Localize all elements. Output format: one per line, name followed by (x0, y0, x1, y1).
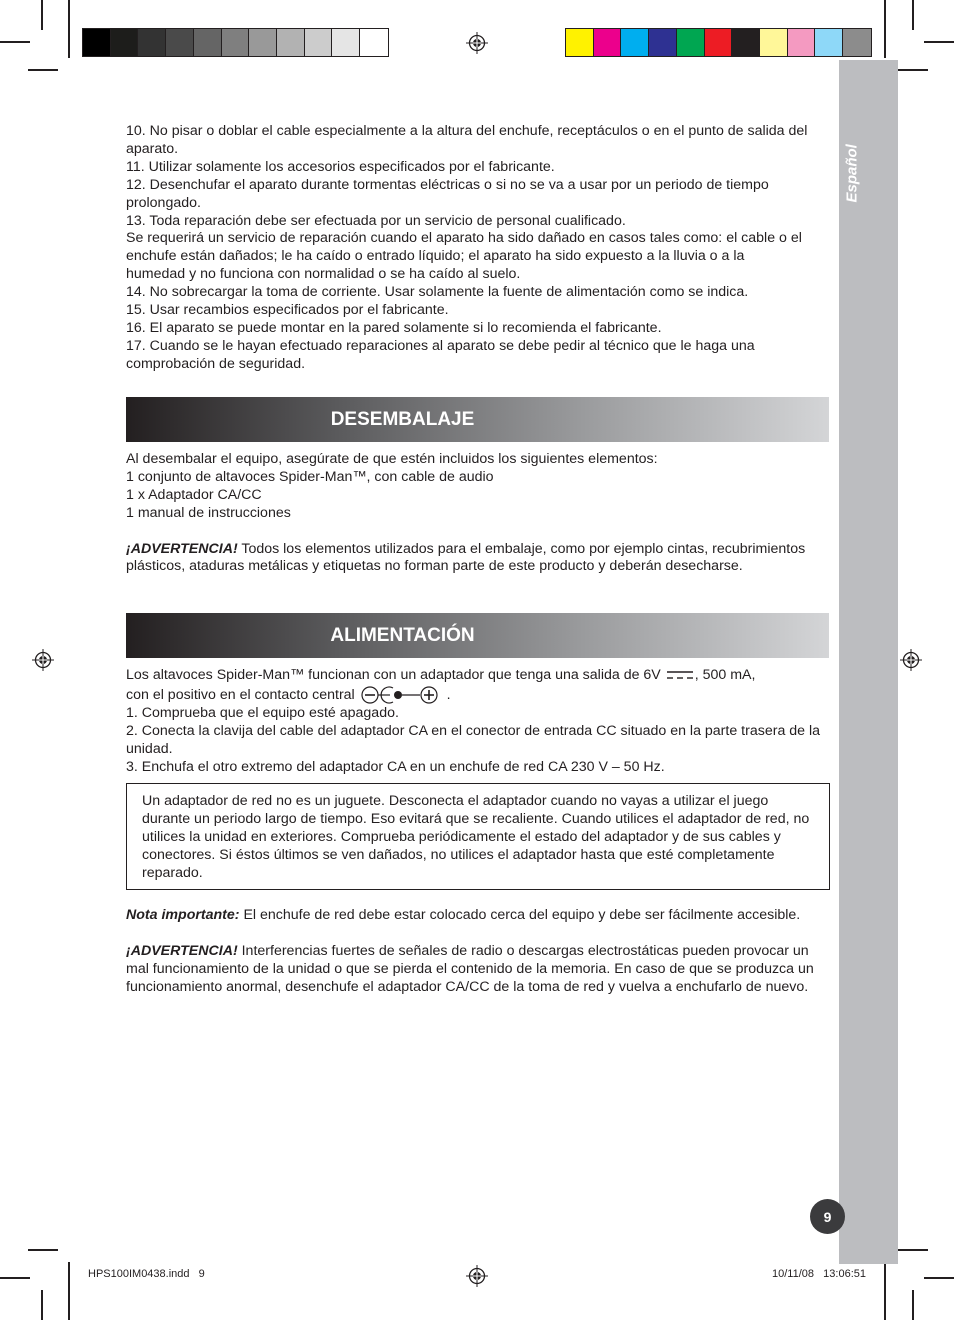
warning-text: Todos los elementos utilizados para el embalaje, como por ejemplo cintas, recubrimientos plásticos, ataduras metálicas y etiquetas no forman parte de este producto y deberán desecharse. (126, 540, 806, 575)
safety-item: Se requerirá un servicio de reparación cuando el aparato ha sido dañado en casos tales como: el cable o el enchufe están dañados; le ha caído o entrado líquido; el aparato ha sido expuesto a la lluvia o a la humedad y no funciona con normalidad o se ha caído al suelo. (126, 230, 802, 283)
adapter-spec-line (126, 667, 832, 685)
setup-step: 2. Conecta la clavija del cable del adaptador CA en el conector de entrada CC situado en la parte trasera de la unidad. (126, 722, 821, 757)
polarity-line (126, 685, 832, 705)
registration-mark-icon (466, 32, 488, 54)
color-swatch (277, 29, 305, 56)
color-swatch (138, 29, 166, 56)
color-swatch (249, 29, 277, 56)
crop-mark (0, 1277, 30, 1279)
warning-label: ¡ADVERTENCIA! (126, 942, 238, 959)
color-swatch (332, 29, 360, 56)
alimentacion-body (126, 667, 832, 777)
color-swatch (194, 29, 222, 56)
crop-mark (68, 0, 70, 58)
desembalaje-body (126, 451, 832, 576)
polarity-text: con el positivo en el contacto central (126, 686, 355, 703)
color-swatch (360, 29, 388, 56)
crop-mark (41, 0, 43, 30)
color-swatch (788, 29, 816, 56)
safety-item: 13. Toda reparación debe ser efectuada por un servicio de personal cualificado. (126, 212, 626, 229)
safety-instructions (126, 123, 832, 374)
safety-item: 14. No sobrecargar la toma de corriente. Usar solamente la fuente de alimentación como se indica. (126, 284, 749, 301)
note-label: Nota importante: (126, 907, 240, 923)
crop-mark (0, 41, 30, 43)
crop-mark (898, 1249, 928, 1251)
note-text: El enchufe de red debe estar colocado cerca del equipo y debe ser fácilmente accesible. (239, 907, 801, 923)
color-swatch (760, 29, 788, 56)
crop-mark (912, 0, 914, 30)
crop-mark (41, 1290, 43, 1320)
crop-mark (912, 1290, 914, 1320)
section-title: ALIMENTACIÓN (330, 624, 475, 646)
polarity-symbol-icon (359, 685, 443, 705)
color-swatch (111, 29, 139, 56)
package-item: 1 manual de instrucciones (126, 504, 291, 521)
color-swatch (843, 29, 871, 56)
desembalaje-intro: Al desembalar el equipo, asegúrate de que estén incluidos los siguientes elementos: (126, 451, 658, 467)
color-swatch (732, 29, 760, 56)
color-swatch (222, 29, 250, 56)
color-swatch (815, 29, 843, 56)
crop-mark (884, 0, 886, 58)
section-title: DESEMBALAJE (330, 408, 475, 430)
color-calibration-bar (565, 28, 872, 57)
page-number-badge: 9 (810, 1199, 845, 1234)
color-swatch (594, 29, 622, 56)
adapter-current-text: , 500 mA, (694, 667, 756, 683)
registration-mark-icon (32, 649, 54, 671)
footer-timestamp: 10/11/08 13:06:51 (772, 1268, 866, 1280)
warning-text: Interferencias fuertes de señales de radio o descargas electrostáticas pueden provocar un mal funcionamiento de la unidad o que se pierda el contenido de la memoria. En caso de que se produzca un funcionamiento anormal, desenchufe el adaptador CA/CC de la toma de red y vuelva a enchufarlo de nuevo. (126, 942, 814, 995)
setup-step: 3. Enchufa el otro extremo del adaptador CA en un enchufe de red CA 230 V – 50 Hz. (126, 758, 665, 775)
color-swatch (705, 29, 733, 56)
adapter-warning-text: Un adaptador de red no es un juguete. Desconecta el adaptador cuando no vayas a utilizar el juego durante un periodo largo de tiempo. Eso evitará que se recaliente. Cuando utilices el adaptador de red, no utilices la unidad en exteriores. Comprueba periódicamente el estado del adaptador y de sus cables y conectores. Si éstos últimos se ven dañados, no utilices el adaptador hasta que esté completamente reparado. (142, 793, 810, 881)
side-language-tab (839, 60, 898, 1264)
color-swatch (305, 29, 333, 56)
footer-file-name: HPS100IM0438.indd 9 (88, 1268, 205, 1280)
safety-item: 10. No pisar o doblar el cable especialmente a la altura del enchufe, receptáculos o en el punto de salida del aparato. (126, 123, 808, 157)
grayscale-calibration-bar (82, 28, 389, 57)
safety-item: 11. Utilizar solamente los accesorios especificados por el fabricante. (126, 158, 555, 175)
warning-label: ¡ADVERTENCIA! (126, 540, 238, 557)
setup-step: 1. Comprueba que el equipo esté apagado. (126, 704, 399, 721)
crop-mark (884, 1262, 886, 1320)
package-item: 1 x Adaptador CA/CC (126, 486, 262, 503)
color-swatch (621, 29, 649, 56)
crop-mark (924, 41, 954, 43)
packaging-warning (126, 541, 832, 577)
interference-warning (126, 943, 826, 997)
important-note (126, 907, 832, 925)
registration-mark-icon (900, 649, 922, 671)
color-swatch (83, 29, 111, 56)
polarity-end: . (446, 686, 451, 703)
crop-mark (68, 1262, 70, 1320)
crop-mark (28, 1249, 58, 1251)
registration-mark-icon (466, 1265, 488, 1287)
adapter-spec-text: Los altavoces Spider-Man™ funcionan con un adaptador que tenga una salida de 6V (126, 667, 661, 683)
color-swatch (677, 29, 705, 56)
package-item: 1 conjunto de altavoces Spider-Man™, con cable de audio (126, 468, 494, 485)
crop-mark (28, 69, 58, 71)
safety-item: 15. Usar recambios especificados por el fabricante. (126, 302, 449, 319)
safety-item: 17. Cuando se le hayan efectuado reparaciones al aparato se debe pedir al técnico que le haga una comprobación de seguridad. (126, 337, 755, 372)
section-header-alimentacion (126, 613, 829, 658)
adapter-warning-box (126, 783, 830, 890)
dc-symbol-icon (665, 669, 695, 681)
safety-item: 16. El aparato se puede montar en la pared solamente si lo recomienda el fabricante. (126, 319, 662, 336)
section-header-desembalaje (126, 397, 829, 442)
side-tab-label: Español (843, 144, 861, 203)
color-swatch (649, 29, 677, 56)
alimentacion-notes (126, 907, 832, 997)
crop-mark (924, 1277, 954, 1279)
color-swatch (166, 29, 194, 56)
safety-item: 12. Desenchufar el aparato durante tormentas eléctricas o si no se va a usar por un periodo de tiempo prolongado. (126, 176, 769, 211)
crop-mark (898, 69, 928, 71)
color-swatch (566, 29, 594, 56)
